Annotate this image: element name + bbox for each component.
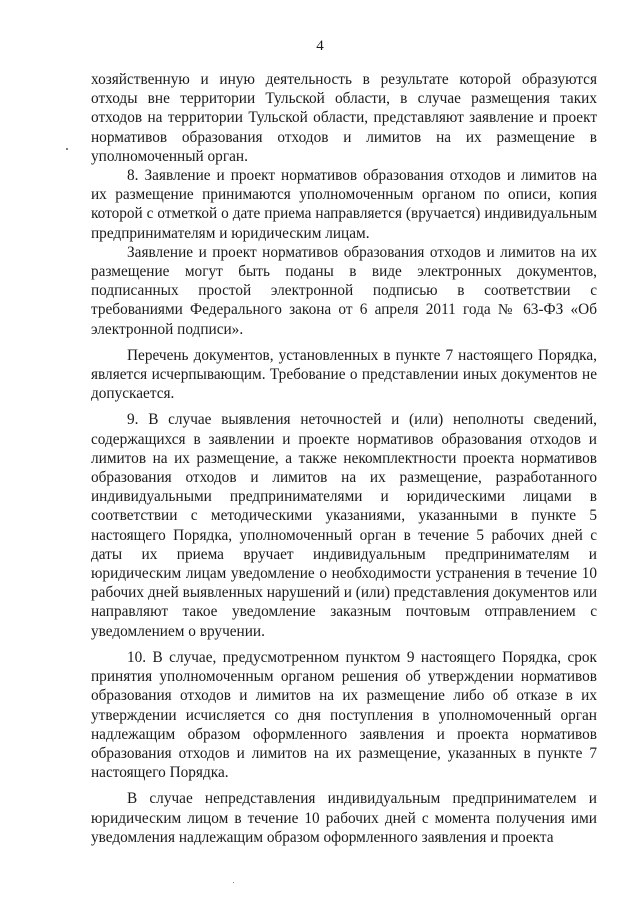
paragraph-item-9: 9. В случае выявления неточностей и (или) неполноты сведений, содержащихся в заявлении и проекте нормативов образования отходов и лимитов на их размещение, а также некомплектности проекта нормативов образования отходов и лимитов на их размещение, разработанного индивидуальными предпринимателями и юридическими лицами в соответствии с методическими указаниями, указанными в пункте 5 настоящего Порядка, уполномоченный орган в течение 5 рабочих дней с даты их приема вручает индивидуальным предпринимателям и юридическим лицам уведомление о необходимости устранения в течение 10 рабочих дней выявленных нарушений и (или) представления документов или направляют такое уведомление заказным почтовым отправлением с уведомлением о вручении. bbox=[91, 411, 598, 640]
scan-speck bbox=[233, 882, 234, 883]
paragraph-continuation: хозяйственную и иную деятельность в результате которой образуются отходы вне территории Тульской области, в случае размещения таких отходов на территории Тульской области, представляют заявление и проект нормативов образования отходов и лимитов на их размещение в уполномоченный орган. bbox=[91, 71, 597, 165]
paragraph-electronic-submission: Заявление и проект нормативов образования отходов и лимитов на их размещение могут быть поданы в виде электронных документов, подписанных простой электронной подписью в соответствии с требованиями Федерального закона от 6 апреля 2011 года № 63-ФЗ «Об электронной подписи». bbox=[91, 243, 597, 338]
document-body bbox=[91, 70, 597, 847]
paragraph-nonsubmission: В случае непредставления индивидуальным предпринимателем и юридическим лицом в течение 10 рабочих дней с момента получения ими уведомления надлежащим образом оформленного заявления и проекта bbox=[91, 790, 597, 846]
page-number: 4 bbox=[316, 38, 324, 54]
scan-speck bbox=[66, 148, 68, 150]
paragraph-document-list: Перечень документов, установленных в пункте 7 настоящего Порядка, является исчерпывающим. Требование о представлении иных документов не допускается. bbox=[91, 346, 597, 403]
paragraph-item-10: 10. В случае, предусмотренном пунктом 9 настоящего Порядка, срок принятия уполномоченным органом решения об утверждении нормативов образования отходов и лимитов на их размещение либо об отказе в их утверждении исчисляется со дня поступления в уполномоченный орган надлежащим образом оформленного заявления и проекта нормативов образования отходов и лимитов на их размещение, указанных в пункте 7 настоящего Порядка. bbox=[91, 648, 597, 782]
paragraph-item-8: 8. Заявление и проект нормативов образования отходов и лимитов на их размещение принимаются уполномоченным органом по описи, копия которой с отметкой о дате приема направляется (вручается) индивидуальным предпринимателям и юридическим лицам. bbox=[91, 167, 597, 242]
